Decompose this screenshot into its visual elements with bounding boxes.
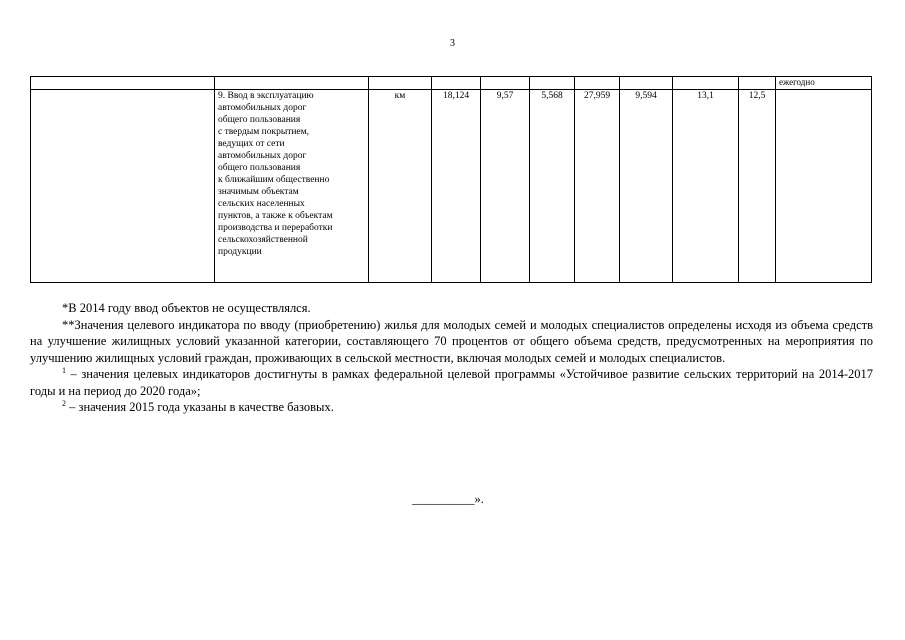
footnote <box>30 366 873 399</box>
indicator-name-cell: 9. Ввод в эксплуатацию автомобильных дорог общего пользования с твердым покрытием, ведущих от сети автомобильных дорог общего пользования к ближайшим общественно значимым объектам сельских населенных пунктов, а также к объектам производства и переработки сельскохозяйственной продукции <box>215 90 369 283</box>
footnotes <box>30 300 873 416</box>
table-cell <box>620 77 673 90</box>
table-cell <box>673 77 739 90</box>
footnote-marker: 2 <box>62 398 66 408</box>
table-cell <box>481 77 530 90</box>
table-cell <box>530 77 575 90</box>
value-cell: 5,568 <box>530 90 575 283</box>
indicator-table <box>30 76 872 283</box>
value-cell: 12,5 <box>739 90 776 283</box>
table-cell <box>432 77 481 90</box>
footnote: **Значения целевого индикатора по вводу (приобретению) жилья для молодых семей и молодых специалистов определены исходя из объема средств на улучшение жилищных условий указанной категории, составляющего 70 процентов от общего объема средств, предусмотренных на мероприятия по улучшению жилищных условий граждан, проживающих в сельской местности, включая молодых семей и молодых специалистов. <box>30 317 873 365</box>
closing-mark: __________». <box>412 492 484 506</box>
table-cell <box>776 90 872 283</box>
unit-cell: км <box>369 90 432 283</box>
value-cell: 13,1 <box>673 90 739 283</box>
value-cell: 27,959 <box>575 90 620 283</box>
value-cell: 9,57 <box>481 90 530 283</box>
footnote-text: – значения 2015 года указаны в качестве базовых. <box>66 400 334 414</box>
table-cell <box>31 90 215 283</box>
table-row <box>31 90 872 283</box>
footnote-text: – значения целевых индикаторов достигнуты в рамках федеральной целевой программы «Устойчивое развитие сельских территорий на 2014-2017 годы и на период до 2020 года»; <box>30 367 873 398</box>
value-cell: 9,594 <box>620 90 673 283</box>
table-cell <box>739 77 776 90</box>
continued-row <box>31 77 872 90</box>
frequency-cell: ежегодно <box>776 77 872 90</box>
footnote <box>30 399 873 416</box>
footnote-marker: 1 <box>62 365 66 375</box>
page-number: 3 <box>450 38 455 49</box>
table-cell <box>369 77 432 90</box>
table-cell <box>31 77 215 90</box>
table-cell <box>575 77 620 90</box>
footnote: *В 2014 году ввод объектов не осуществлялся. <box>62 301 311 315</box>
table-cell <box>215 77 369 90</box>
value-cell: 18,124 <box>432 90 481 283</box>
